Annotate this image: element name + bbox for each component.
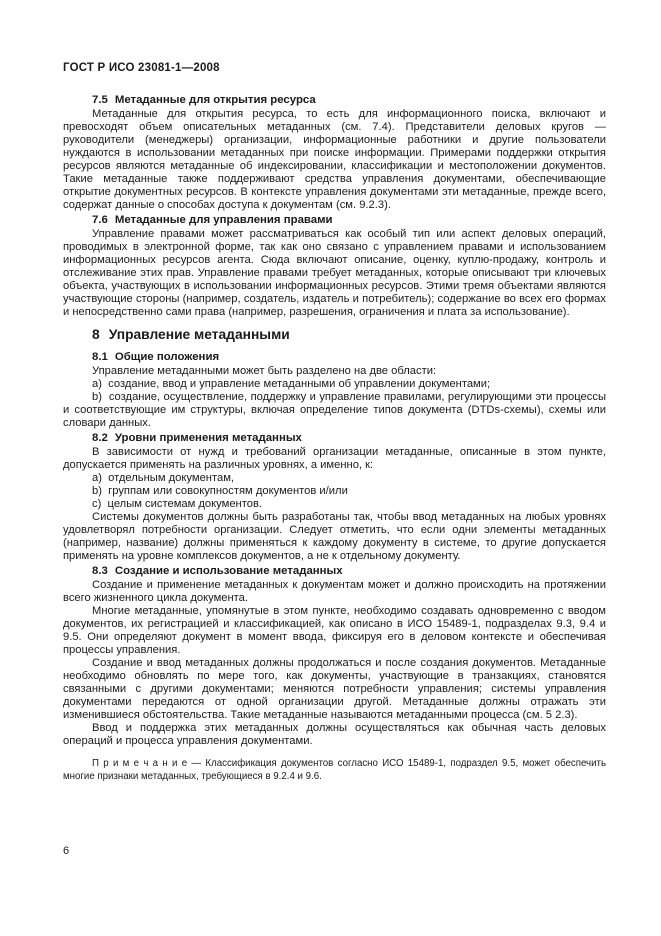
paragraph-7-5: Метаданные для открытия ресурса, то есть для информационного поиска, включают и превосходят объем описательных метаданных (см. 7.4). Представители деловых кругов — руководители (менеджеры) организации, информационные работники и другие пользователи нуждаются в использовании метаданных при поиске информации. Примерами поддержки открытия ресурсов являются метаданные об индексировании, классификации и местоположении документов. Такие метаданные также поддерживают средства управления документами, обеспечивающие открытие документных ресурсов. В контексте управления документами эти метаданные, прежде всего, содержат данные о способах доступа к документам (см. 9.2.3). xyxy=(63,108,606,211)
page-number: 6 xyxy=(63,845,70,857)
section-heading-8-1 xyxy=(63,351,606,364)
paragraph-8-2-2: Системы документов должны быть разработаны так, чтобы ввод метаданных на любых уровнях удовлетворял потребности организации. Следует отметить, что если одни элементы метаданных (например, название) должны применяться к каждому документу в системе, то другие допускается применять на уровне комплексов документов, а не к отдельному документу. xyxy=(63,511,606,562)
section-number-8-2: 8.2 xyxy=(92,432,108,444)
section-heading-8-2 xyxy=(63,432,606,445)
section-number-7-5: 7.5 xyxy=(92,94,108,106)
list-item-8-2-a: a) отдельным документам, xyxy=(92,472,234,484)
section-title-8-2: Уровни применения метаданных xyxy=(114,432,302,444)
section-title-8-1: Общие положения xyxy=(114,351,220,363)
section-number-7-6: 7.6 xyxy=(92,214,108,226)
section-title-8-3: Создание и использование метаданных xyxy=(114,565,343,577)
paragraph-8-3-2: Многие метаданные, упомянутые в этом пункте, необходимо создавать одновременно с вводом документов, их регистрацией и классификацией, как описано в ИСО 15489-1, подразделах 9.3, 9.4 и 9.5. Они определяют документ в момент ввода, фиксируя его в деловом контексте и обеспечивая процессы управления. xyxy=(63,605,606,656)
document-code-header: ГОСТ Р ИСО 23081-1—2008 xyxy=(63,62,220,74)
chapter-title-8: Управление метаданными xyxy=(108,327,290,342)
section-number-8-1: 8.1 xyxy=(92,351,108,363)
paragraph-8-3-4: Ввод и поддержка этих метаданных должны осуществляться как обычная часть деловых операций и процесса управления документами. xyxy=(63,722,606,747)
paragraph-7-6: Управление правами может рассматриваться как особый тип или аспект деловых операций, проводимых в электронной форме, так как оно связано с управлением правами и использованием информационных ресурсов агента. Сюда включают описание, оценку, куплю-продажу, контроль и отслеживание этих прав. Управление правами требует метаданных, которые описывают три ключевых объекта, участвующих в использовании информационных ресурсов. Этими тремя объектами являются участвующие стороны (например, создатель, издатель и потребитель); содержание во всех его формах и непосредственно сами права (например, разрешения, ограничения и плата за использование). xyxy=(63,228,606,318)
section-heading-7-5 xyxy=(63,94,606,107)
paragraph-8-1-intro: Управление метаданными может быть разделено на две области: xyxy=(92,365,437,377)
page-content xyxy=(63,62,606,783)
section-heading-7-6 xyxy=(63,214,606,227)
section-title-7-6: Метаданные для управления правами xyxy=(114,214,333,226)
section-heading-8-3 xyxy=(63,565,606,578)
chapter-heading-8 xyxy=(63,326,606,343)
paragraph-8-3-1: Создание и применение метаданных к документам может и должно происходить на протяжении всего жизненного цикла документа. xyxy=(63,579,606,604)
list-item-8-1-a: a) создание, ввод и управление метаданными об управлении документами; xyxy=(92,378,491,390)
list-item-8-1-b: b) создание, осуществление, поддержку и управление правилами, регулирующими эти процессы и соответствующие им структуры, включая определение типов документа (DTDs-схемы), схемы или словари данных. xyxy=(63,391,606,429)
chapter-number-8: 8 xyxy=(92,327,100,342)
section-title-7-5: Метаданные для открытия ресурса xyxy=(114,94,316,106)
note-8-3: П р и м е ч а н и е — Классификация документов согласно ИСО 15489-1, подраздел 9.5, может обеспечить многие признаки метаданных, требующиеся в 9.2.4 и 9.6. xyxy=(63,758,606,782)
list-item-8-2-b: b) группам или совокупностям документов и/или xyxy=(92,485,348,497)
list-item-8-2-c: c) целым системам документов. xyxy=(92,498,263,510)
section-number-8-3: 8.3 xyxy=(92,565,108,577)
paragraph-8-3-3: Создание и ввод метаданных должны продолжаться и после создания документов. Метаданные необходимо обновлять по мере того, как документы, участвующие в транзакциях, становятся связанными с другими документами; меняются потребности управления; системы управления документами передаются от одной организации другой. Метаданные должны отражать эти изменившиеся обстоятельства. Такие метаданные называются метаданными процесса (см. 5 2.3). xyxy=(63,657,606,721)
paragraph-8-2-intro: В зависимости от нужд и требований организации метаданные, описанные в этом пункте, допускается применять на различных уровнях, а именно, к: xyxy=(63,446,606,471)
